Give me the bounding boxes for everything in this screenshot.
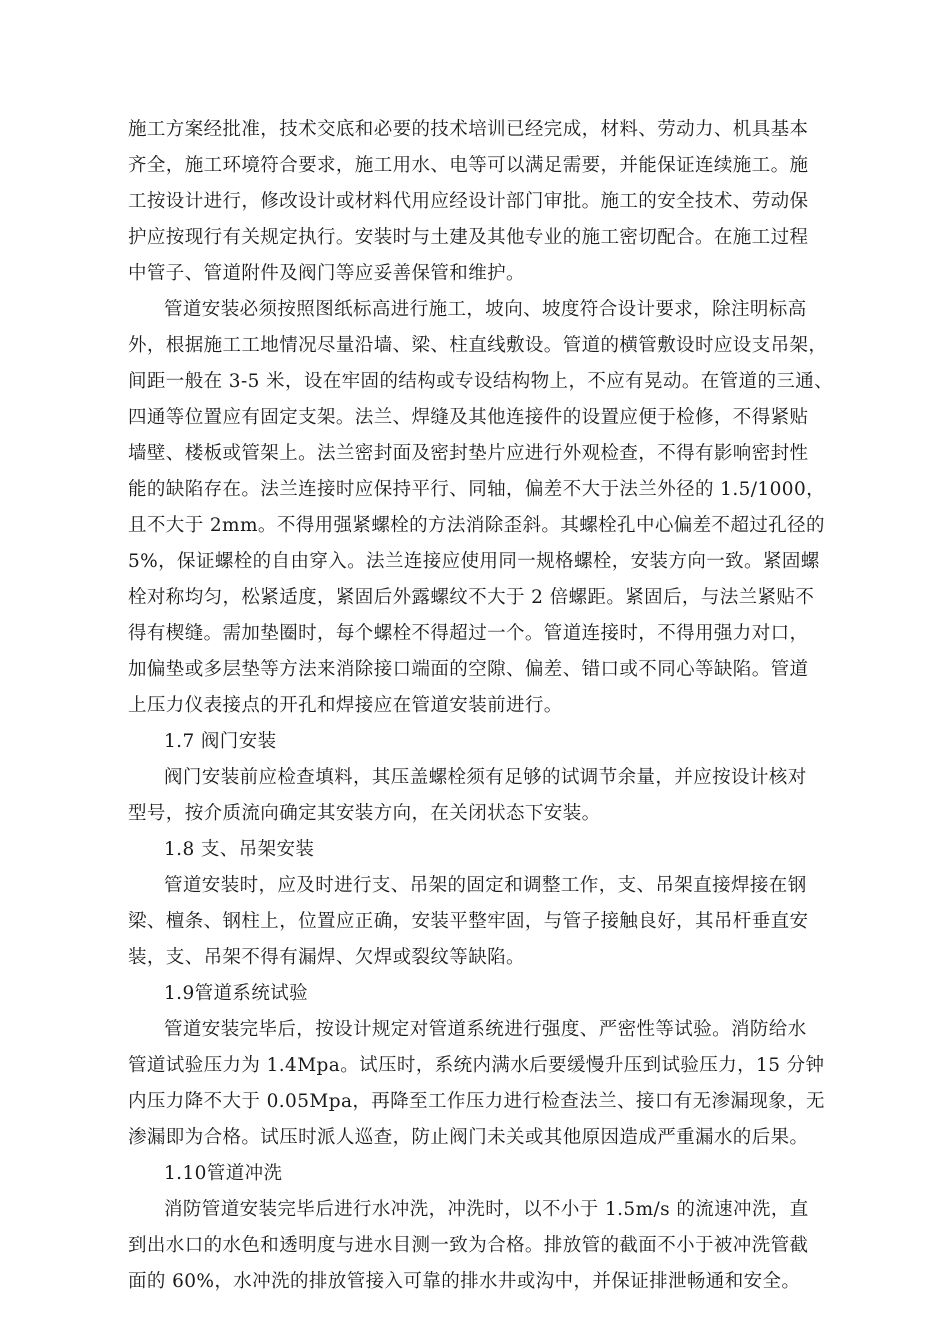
document-page <box>128 112 834 1300</box>
text-line: 梁、檀条、钢柱上，位置应正确，安装平整牢固，与管子接触良好，其吊杆垂直安 <box>128 911 809 932</box>
text-line: 面的 60%，水冲洗的排放管接入可靠的排水井或沟中，并保证排泄畅通和安全。 <box>128 1271 801 1292</box>
text-line: 装，支、吊架不得有漏焊、欠焊或裂纹等缺陷。 <box>128 947 525 968</box>
paragraph-support-installation <box>128 868 828 976</box>
text-line: 中管子、管道附件及阀门等应妥善保管和维护。 <box>128 263 525 284</box>
text-line: 得有楔缝。需加垫圈时，每个螺栓不得超过一个。管道连接时，不得用强力对口， <box>128 623 809 644</box>
text-line: 外，根据施工工地情况尽量沿墙、梁、柱直线敷设。管道的横管敷设时应设支吊架， <box>128 335 828 356</box>
text-line: 上压力仪表接点的开孔和焊接应在管道安装前进行。 <box>128 695 563 716</box>
text-line: 墙壁、楼板或管架上。法兰密封面及密封垫片应进行外观检查，不得有影响密封性 <box>128 443 809 464</box>
text-line: 管道安装时，应及时进行支、吊架的固定和调整工作，支、吊架直接焊接在钢 <box>164 875 807 896</box>
text-line: 护应按现行有关规定执行。安装时与土建及其他专业的施工密切配合。在施工过程 <box>128 227 809 248</box>
text-line: 阀门安装前应检查填料，其压盖螺栓须有足够的试调节余量，并应按设计核对 <box>164 767 807 788</box>
text-line: 间距一般在 3-5 米，设在牢固的结构或专设结构物上，不应有晃动。在管道的三通、 <box>128 371 834 392</box>
section-heading-1-9: 1.9管道系统试验 <box>164 983 309 1004</box>
paragraph-preparation <box>128 112 828 292</box>
paragraph-valve-installation <box>128 760 828 832</box>
text-line: 四通等位置应有固定支架。法兰、焊缝及其他连接件的设置应便于检修，不得紧贴 <box>128 407 809 428</box>
text-line: 且不大于 2mm。不得用强紧螺栓的方法消除歪斜。其螺栓孔中心偏差不超过孔径的 <box>128 515 825 536</box>
text-line: 栓对称均匀，松紧适度，紧固后外露螺纹不大于 2 倍螺距。紧固后，与法兰紧贴不 <box>128 587 815 608</box>
paragraph-pipe-installation <box>128 292 834 724</box>
section-heading-1-8: 1.8 支、吊架安装 <box>164 839 315 860</box>
section-heading-1-10: 1.10管道冲洗 <box>164 1163 283 1184</box>
text-line: 内压力降不大于 0.05Mpa，再降至工作压力进行检查法兰、接口有无渗漏现象，无 <box>128 1091 825 1112</box>
text-line: 加偏垫或多层垫等方法来消除接口端面的空隙、偏差、错口或不同心等缺陷。管道 <box>128 659 809 680</box>
section-heading-1-7: 1.7 阀门安装 <box>164 731 277 752</box>
text-line: 施工方案经批准，技术交底和必要的技术培训已经完成，材料、劳动力、机具基本 <box>128 119 809 140</box>
text-line: 到出水口的水色和透明度与进水目测一致为合格。排放管的截面不小于被冲洗管截 <box>128 1235 809 1256</box>
paragraph-system-test <box>128 1012 828 1156</box>
text-line: 管道试验压力为 1.4Mpa。试压时，系统内满水后要缓慢升压到试验压力，15 分钟 <box>128 1055 825 1076</box>
text-line: 型号，按介质流向确定其安装方向，在关闭状态下安装。 <box>128 803 601 824</box>
text-line: 管道安装必须按照图纸标高进行施工，坡向、坡度符合设计要求，除注明标高 <box>164 299 807 320</box>
text-line: 管道安装完毕后，按设计规定对管道系统进行强度、严密性等试验。消防给水 <box>164 1019 807 1040</box>
text-line: 工按设计进行，修改设计或材料代用应经设计部门审批。施工的安全技术、劳动保 <box>128 191 809 212</box>
text-line: 齐全，施工环境符合要求，施工用水、电等可以满足需要，并能保证连续施工。施 <box>128 155 809 176</box>
text-line: 能的缺陷存在。法兰连接时应保持平行、同轴，偏差不大于法兰外径的 1.5/1000， <box>128 479 826 500</box>
text-line: 消防管道安装完毕后进行水冲洗，冲洗时，以不小于 1.5m/s 的流速冲洗，直 <box>164 1199 809 1220</box>
text-line: 5%，保证螺栓的自由穿入。法兰连接应使用同一规格螺栓，安装方向一致。紧固螺 <box>128 551 820 572</box>
paragraph-pipe-flushing <box>128 1192 828 1300</box>
text-line: 渗漏即为合格。试压时派人巡查，防止阀门未关或其他原因造成严重漏水的后果。 <box>128 1127 809 1148</box>
